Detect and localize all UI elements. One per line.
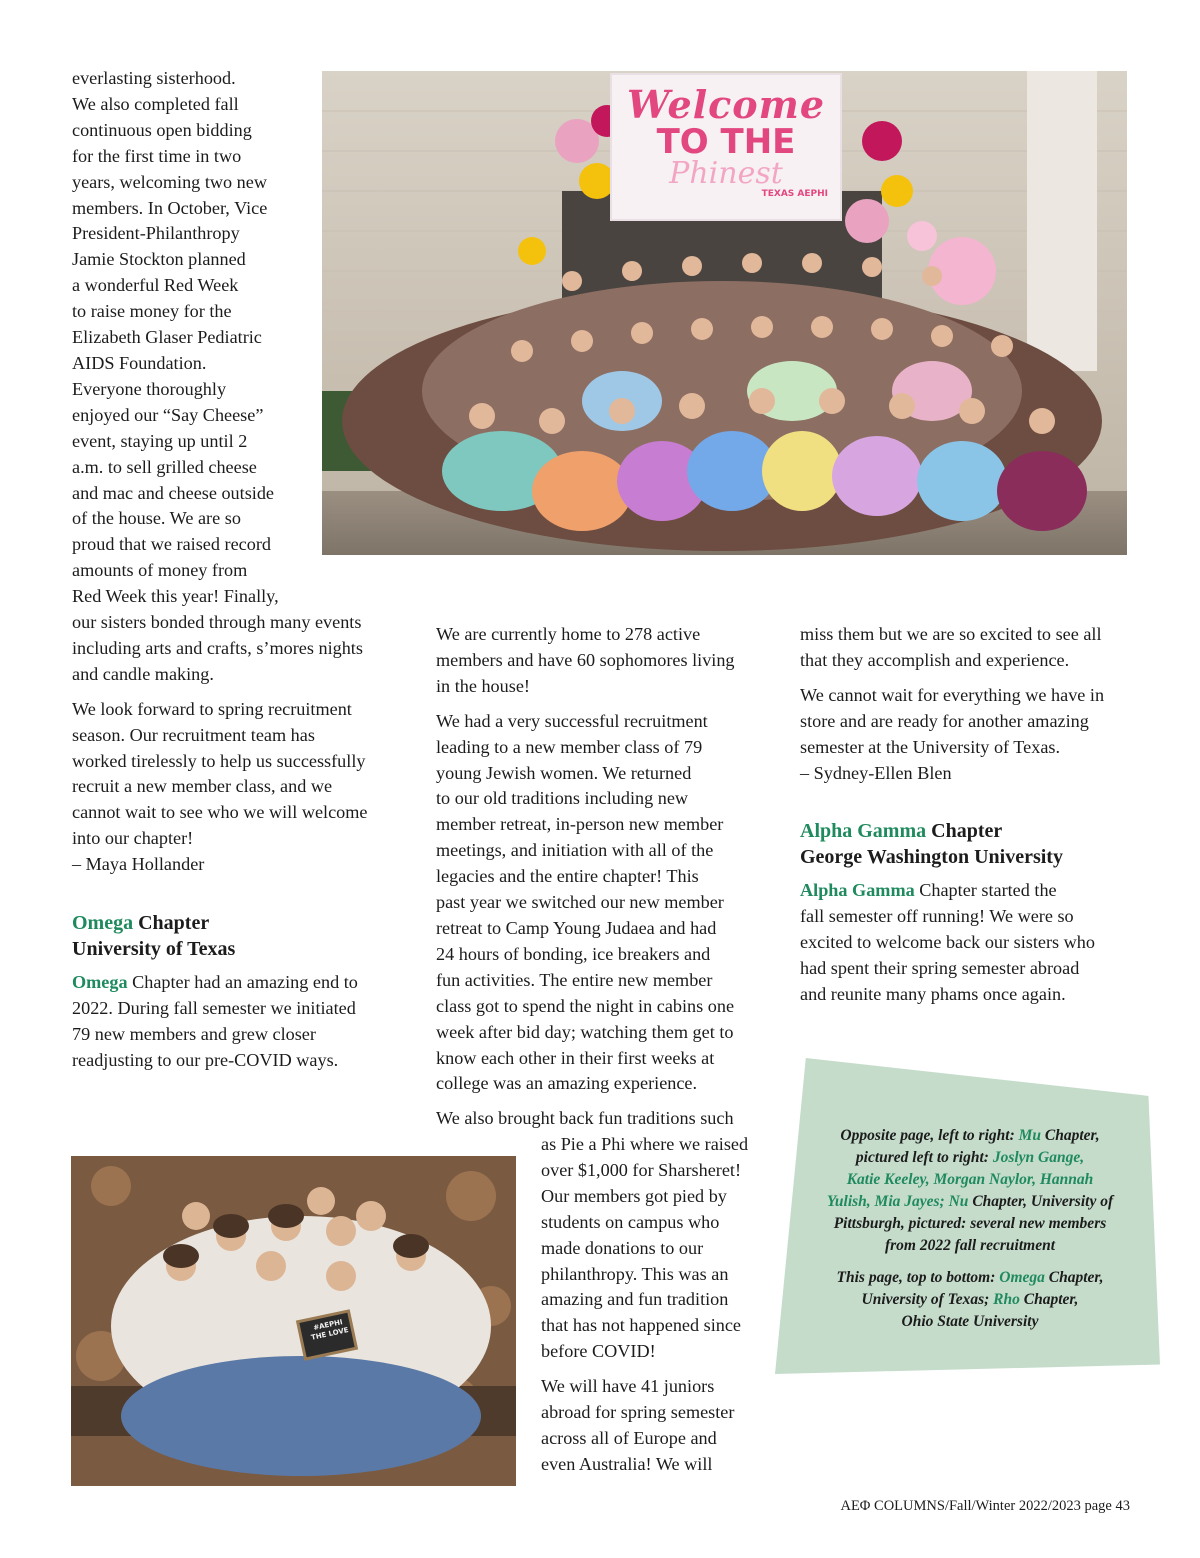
text-line: abroad for spring semester [541,1402,735,1423]
text-line: proud that we raised record [72,534,271,555]
text-line: to our old traditions including new [436,788,689,809]
omega-chapter-heading [72,910,402,962]
text-line: including arts and crafts, s’mores nights [72,637,363,658]
column-2-wrapped [541,1132,771,1487]
omega-group-photo [322,71,1127,555]
text-line: for the first time in two [72,145,242,166]
caption-mu: Mu [1018,1127,1042,1144]
text-line: as Pie a Phi where we raised [541,1134,749,1154]
text-line: into our chapter! [72,828,194,849]
alpha-gamma-intro-first-line: Chapter started the [914,880,1057,901]
caption-l3: Katie Keeley, Morgan Naylor, Hannah [846,1171,1094,1188]
text-line: know each other in their first weeks at [436,1047,715,1068]
text-line: season. Our recruitment team has [72,724,315,745]
text-line: class got to spend the night in cabins one [436,995,735,1016]
caption-nu: Nu [948,1193,969,1210]
text-line: week after bid day; watching them get to [436,1021,734,1042]
rho-group-photo [71,1156,516,1486]
caption-l5: Pittsburgh, pictured: several new members [833,1215,1107,1232]
text-line: cannot wait to see who we will welcome [72,802,368,823]
banner-welcome-text: Welcome [626,82,826,127]
col2-pie-paragraph [541,1132,771,1365]
alpha-gamma-inline-name: Alpha Gamma [800,880,915,901]
text-line: college was an amazing experience. [436,1073,698,1094]
text-line: – Sydney-Ellen Blen [800,762,952,783]
col2-traditions-paragraph [436,1106,771,1132]
text-line: a wonderful Red Week [72,275,239,296]
caption-m1-c: Chapter, [1044,1269,1104,1286]
caption-opposite-page [805,1125,1135,1257]
caption-l1-a: Opposite page, left to right: [840,1127,1019,1144]
rho-group-photo-art [71,1156,516,1486]
banner-phinest-text: Phinest [669,156,783,191]
omega-intro-paragraph [72,970,402,1074]
alpha-gamma-greek-name: Alpha Gamma [800,820,927,843]
caption-this-page [805,1267,1135,1333]
text-line: readjusting to our pre-COVID ways. [72,1049,339,1070]
text-line: of the house. We are so [72,508,241,529]
text-line: Red Week this year! Finally, [72,586,279,607]
text-line: amazing and fun tradition [541,1289,729,1310]
chalkboard-sign-text: #AEPHI THE LOVE [310,1318,350,1342]
text-line: members and have 60 sophomores living [436,649,735,670]
page-footer: ΑΕΦ COLUMNS/Fall/Winter 2022/2023 page 43 [840,1498,1130,1514]
text-line: to raise money for the [72,301,232,322]
caption-omega: Omega [999,1269,1045,1286]
omega-greek-name: Omega [72,912,134,935]
alpha-gamma-chapter-heading [800,818,1140,870]
text-line: enjoyed our “Say Cheese” [72,404,264,425]
text-line: Jamie Stockton planned [72,249,246,270]
caption-m3: Ohio State University [901,1313,1039,1330]
text-line: recruit a new member class, and we [72,776,333,797]
text-line: We had a very successful recruitment [436,710,708,731]
text-line: We will have 41 juniors [541,1376,715,1397]
caption-l2-b: Joslyn Gange, [992,1149,1085,1166]
text-line: past year we switched our new member [436,892,724,913]
text-line: had spent their spring semester abroad [800,958,1080,979]
text-line: event, staying up until 2 [72,430,248,451]
text-line: and candle making. [72,663,214,684]
omega-school-name: University of Texas [72,938,236,961]
caption-l2-a: pictured left to right: [855,1149,993,1166]
text-line: retreat to Camp Young Judaea and had [436,917,717,938]
text-line: member retreat, in-person new member [436,814,724,835]
text-line: excited to welcome back our sisters who [800,932,1095,953]
text-line: meetings, and initiation with all of the [436,840,714,861]
text-line: amounts of money from [72,560,248,581]
text-line: We cannot wait for everything we have in [800,684,1105,705]
text-line: and reunite many phams once again. [800,984,1066,1005]
text-line: and mac and cheese outside [72,482,274,503]
text-line: young Jewish women. We returned [436,762,692,783]
text-line: miss them but we are so excited to see all [800,624,1102,644]
column-3 [800,622,1140,1017]
caption-l4-a: Yulish, Mia Jayes; [826,1193,949,1210]
text-line: our sisters bonded through many events [72,612,362,633]
photo-caption [805,1125,1135,1343]
caption-m1-a: This page, top to bottom: [836,1269,1000,1286]
alpha-gamma-intro-paragraph [800,878,1140,1008]
text-line: that they accomplish and experience. [800,649,1070,670]
col3-semester-paragraph [800,683,1140,787]
text-line: in the house! [436,675,530,696]
column-2 [436,622,771,1132]
banner-texas-aephi-text: TEXAS AEPHI [761,189,828,199]
caption-rho: Rho [993,1291,1020,1308]
col2-recruitment-paragraph [436,709,771,1098]
omega-inline-name: Omega [72,972,128,993]
text-line: – Maya Hollander [72,854,205,875]
text-line: We are currently home to 278 active [436,624,701,644]
text-line: President-Philanthropy [72,223,240,244]
alpha-gamma-chapter-word: Chapter [931,820,1003,843]
text-line: leading to a new member class of 79 [436,736,703,757]
omega-chapter-word: Chapter [138,912,210,935]
col2-abroad-paragraph [541,1374,771,1478]
caption-l6: from 2022 fall recruitment [884,1237,1056,1254]
text-line: 2022. During fall semester we initiated [72,998,356,1018]
text-line: members. In October, Vice [72,197,268,218]
text-line: philanthropy. This was an [541,1263,729,1284]
text-line: AIDS Foundation. [72,352,207,373]
text-line: Everyone thoroughly [72,378,227,399]
col1-recruitment-paragraph [72,697,402,878]
text-line: Our members got pied by [541,1185,727,1206]
col3-miss-paragraph [800,622,1140,674]
text-line: continuous open bidding [72,119,252,140]
text-line: 79 new members and grew closer [72,1023,316,1044]
col2-traditions-first-line: We also brought back fun traditions such [436,1108,734,1129]
banner-to-the-text: TO THE [656,122,796,162]
omega-intro-first-line: Chapter had an amazing end to [127,972,358,993]
text-line: students on campus who [541,1211,720,1232]
text-line: even Australia! We will [541,1453,713,1474]
caption-m2-c: Chapter, [1019,1291,1079,1308]
text-line: across all of Europe and [541,1427,717,1448]
text-line: before COVID! [541,1341,656,1362]
text-line: We also completed fall [72,93,239,114]
text-line: over $1,000 for Sharsheret! [541,1159,742,1180]
text-line: Elizabeth Glaser Pediatric [72,327,262,348]
caption-m2-a: University of Texas; [861,1291,994,1308]
text-line: made donations to our [541,1237,704,1258]
caption-l4-c: Chapter, University of [968,1193,1114,1210]
text-line: worked tirelessly to help us successfully [72,750,366,771]
text-line: that has not happened since [541,1315,742,1336]
text-line: fun activities. The entire new member [436,969,713,990]
text-line: semester at the University of Texas. [800,736,1061,757]
col2-members-paragraph [436,622,771,700]
alpha-gamma-school-name: George Washington University [800,846,1063,869]
text-line: years, welcoming two new [72,171,267,192]
text-line: 24 hours of bonding, ice breakers and [436,943,711,964]
text-line: store and are ready for another amazing [800,710,1089,731]
text-line: legacies and the entire chapter! This [436,866,699,887]
text-line: everlasting sisterhood. [72,68,236,88]
text-line: a.m. to sell grilled cheese [72,456,257,477]
text-line: fall semester off running! We were so [800,906,1074,927]
welcome-banner [610,73,842,221]
text-line: We look forward to spring recruitment [72,698,352,719]
caption-l1-c: Chapter, [1041,1127,1100,1144]
